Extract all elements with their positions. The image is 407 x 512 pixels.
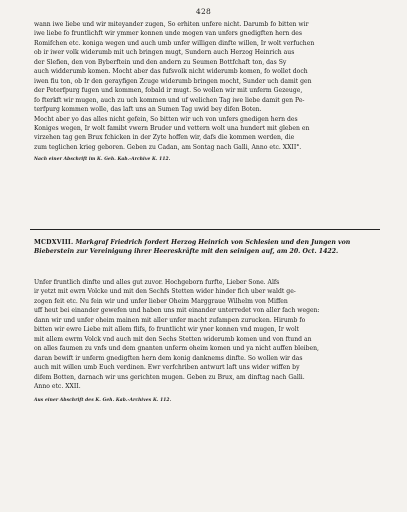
text-line: auch mit willen umb Euch verdinen. Ewr verfchriben antwurt laft uns wider wiffen by xyxy=(34,364,300,372)
text-line: uff heut bei einander gewefen und haben uns mit einander unterredet von aller fach wegen: xyxy=(34,307,320,315)
text-line: virzehen tag gen Brux fchicken in der Zyte hoffen wir, dafs die kommen werden, die xyxy=(34,134,295,142)
document-summary: Markgraf Friedrich fordert Herzog Heinrich von Schlesien und den Jungen von Bieberstein zur Vereinigung ihrer Heereskräfte mit den seinigen auf, am 20. Oct. 1422. xyxy=(34,239,351,255)
text-line: Anno etc. XXII. xyxy=(34,382,81,390)
text-line: zum teglichen krieg geboren. Geben zu Cadan, am Sontag nach Galli, Anno etc. XXII°. xyxy=(34,143,302,151)
source-note: Nach einer Abschrift im K. Geh. Kab.-Archive K. 112. xyxy=(34,157,171,162)
text-line: Koniges wegen, Ir wolt famibt vwern Bruder und vettern wolt una hundert mit gleben en xyxy=(34,124,310,132)
text-line: ob ir iwer volk widerumb mit uch bringen mugt, Sundern auch Herzog Heinrich aus xyxy=(34,49,295,57)
page-number: 428 xyxy=(195,7,212,16)
document-number: MCDXVIII. xyxy=(34,239,74,246)
section-divider xyxy=(30,229,380,230)
text-line: Mocht aber yo das alles nicht gefein, So bitten wir uch von unfers gnedigen hern des xyxy=(34,115,298,123)
text-line: fo fterkft wir mugen, auch zu uch kommen und uf welichen Tag iwe liebe damit gen Pe- xyxy=(34,96,305,104)
text-line: wann iwe liebe und wir miteyander zugen, So erhiten unfere nicht. Darumb fo bitten wir xyxy=(34,21,309,28)
document-heading xyxy=(34,238,378,256)
text-line: iwe liebe fo fruntlichft wir ymmer konnen unde mogen van unfers gnedigften hern des xyxy=(34,30,303,38)
text-line: Unfer fruntlich dinfte und alles gut zuvor. Hochgeborn furfte, Lieber Sone. Alfs xyxy=(34,279,280,286)
text-line: difem Botten, darnach wir uns gerichten mugen. Geben zu Brux, am dinftag nach Galli. xyxy=(34,373,305,381)
text-line: auch widderumb komen. Mocht aber das fufsvolk nicht widerumb komen, fo wollet doch xyxy=(34,68,308,76)
text-line: zogen feit etc. Nu fein wir und unfer lieber Oheim Marggraue Wilhelm von Miffen xyxy=(34,297,288,305)
text-line: dann wir und unfer oheim mainen mit aller unfer macht zufampen zurucken. Hirumb fo xyxy=(34,316,306,324)
text-line: iwen fiu ton, ob Ir den gerayfigen Zcuge widerumb bringen mocht, Sunder uch damit gen xyxy=(34,77,312,85)
text-line: der Peterfpurg fugen und kommen, fobald ir mugt. So wollen wir mit unferm Gezeuge, xyxy=(34,87,303,95)
text-line: der Slefien, den von Byberftein und den andern zu Seumen Bottfchaft ton, das Sy xyxy=(34,58,287,66)
text-line: bitten wir ewre Liebe mit allem flifs, fo fruntlicht wir yner konnen vnd mugen, Ir wolt xyxy=(34,326,300,334)
letter-body-2 xyxy=(34,278,378,391)
text-line: daran bewift ir unferm gnedigften hern dem konig danknems dinfte. So wollen wir das xyxy=(34,354,303,362)
text-line: ir yetzt mit ewrn Volcke und mit den Sechfs Stetten wider hinder fich uber waldt ge- xyxy=(34,288,296,296)
text-line: Romifchen etc. koniga wegen und auch umb unfer willigen dinfte willen, Ir wolt verfuchen xyxy=(34,39,315,47)
text-line: mit allem ewrm Volck vnd auch mit den Sechs Stetten widerumb komen und von ftund an xyxy=(34,335,312,343)
text-line: terfpurg kommen wolle, das laft uns an Sumen Tag uwid bey difen Boten. xyxy=(34,106,262,114)
text-line: on alles faumen zu vnfs und dem gnanten unferm oheim komen und ya nicht auffen bleiben, xyxy=(34,345,319,353)
letter-body-1 xyxy=(34,20,378,152)
source-note: Aus einer Abschrift des K. Geh. Kab.-Archives K. 112. xyxy=(34,398,172,403)
